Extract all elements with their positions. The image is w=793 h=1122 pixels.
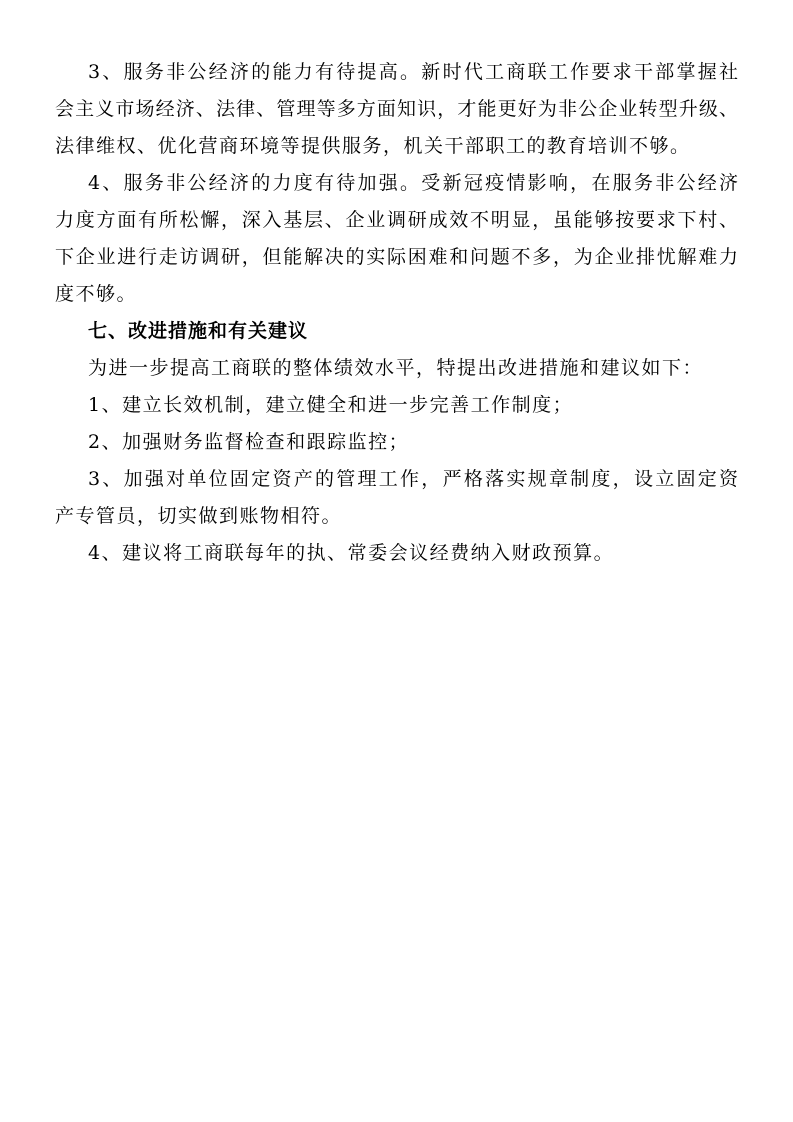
section-intro: 为进一步提高工商联的整体绩效水平，特提出改进措施和建议如下：: [88, 357, 704, 379]
paragraph-intensity: [55, 165, 738, 313]
paragraph-line: 3、服务非公经济的能力有待提高。新时代工商联工作要求干部掌握社: [88, 61, 738, 83]
paragraph-line: 4、服务非公经济的力度有待加强。受新冠疫情影响，在服务非公经济: [88, 172, 738, 194]
paragraph-line: 法律维权、优化营商环境等提供服务，机关干部职工的教育培训不够。: [55, 135, 691, 157]
paragraph-line: 产专管员，切实做到账物相符。: [55, 505, 343, 527]
paragraph-line: 下企业进行走访调研，但能解决的实际困难和问题不多，为企业排忧解难力: [55, 246, 738, 268]
list-item: [55, 461, 738, 535]
measure-list: [55, 387, 738, 572]
paragraph-capability: [55, 54, 738, 165]
section-heading: 七、改进措施和有关建议: [88, 320, 309, 342]
paragraph-line: 会主义市场经济、法律、管理等多方面知识，才能更好为非公企业转型升级、: [55, 98, 738, 120]
list-item: [55, 535, 738, 572]
paragraph-line: 力度方面有所松懈，深入基层、企业调研成效不明显，虽能够按要求下村、: [55, 209, 738, 231]
list-item: [55, 424, 738, 461]
paragraph-line: 度不够。: [55, 283, 138, 305]
paragraph-line: 4、建议将工商联每年的执、常委会议经费纳入财政预算。: [88, 542, 615, 564]
list-item: [55, 387, 738, 424]
paragraph-line: 3、加强对单位固定资产的管理工作，严格落实规章制度，设立固定资: [88, 468, 738, 490]
paragraph-line: 2、加强财务监督检查和跟踪监控；: [88, 431, 410, 453]
paragraph-line: 1、建立长效机制，建立健全和进一步完善工作制度；: [88, 394, 574, 416]
